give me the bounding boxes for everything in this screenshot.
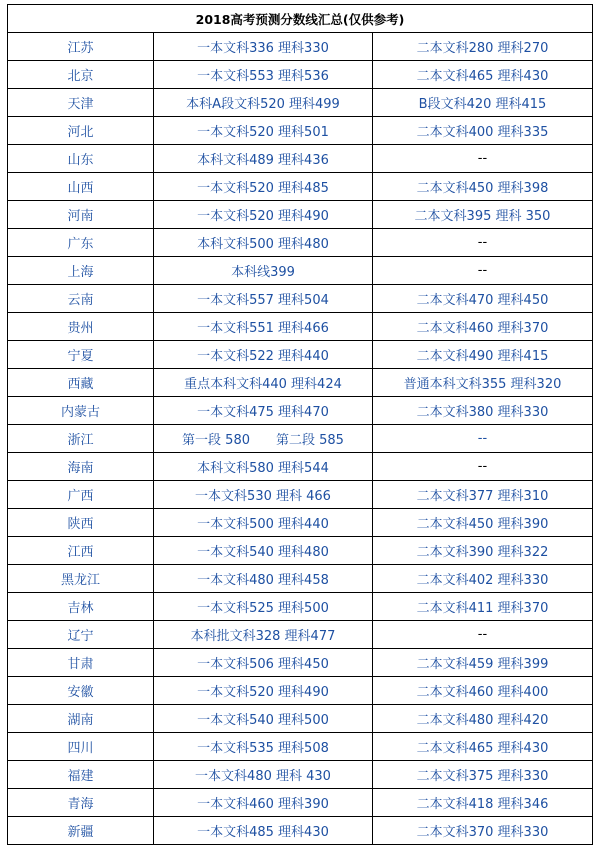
line1-cell: 一本文科553 理科536 (154, 61, 373, 89)
province-cell: 吉林 (8, 593, 154, 621)
line1-cell: 一本文科485 理科430 (154, 817, 373, 845)
table-row (8, 537, 593, 565)
province-cell: 河北 (8, 117, 154, 145)
table-row (8, 257, 593, 285)
table-row (8, 117, 593, 145)
line1-cell: 一本文科520 理科490 (154, 677, 373, 705)
line2-cell: 二本文科375 理科330 (373, 761, 593, 789)
line1-cell: 一本文科460 理科390 (154, 789, 373, 817)
line1-cell: 一本文科506 理科450 (154, 649, 373, 677)
table-row (8, 621, 593, 649)
line1-cell: 一本文科540 理科480 (154, 537, 373, 565)
table-row (8, 677, 593, 705)
province-cell: 宁夏 (8, 341, 154, 369)
province-cell: 西藏 (8, 369, 154, 397)
line1-cell: 一本文科551 理科466 (154, 313, 373, 341)
line2-cell: 二本文科480 理科420 (373, 705, 593, 733)
table-row (8, 817, 593, 845)
line2-cell: -- (373, 257, 593, 285)
province-cell: 四川 (8, 733, 154, 761)
line2-cell: 二本文科400 理科335 (373, 117, 593, 145)
province-cell: 青海 (8, 789, 154, 817)
line1-cell: 一本文科480 理科 430 (154, 761, 373, 789)
score-table (7, 4, 593, 845)
table-row (8, 761, 593, 789)
province-cell: 黑龙江 (8, 565, 154, 593)
province-cell: 浙江 (8, 425, 154, 453)
score-table-container (7, 4, 592, 845)
line2-cell: 二本文科470 理科450 (373, 285, 593, 313)
province-cell: 海南 (8, 453, 154, 481)
line2-cell: 二本文科390 理科322 (373, 537, 593, 565)
line1-cell: 一本文科540 理科500 (154, 705, 373, 733)
table-row (8, 229, 593, 257)
line2-cell: 二本文科460 理科400 (373, 677, 593, 705)
table-row (8, 341, 593, 369)
line1-cell: 一本文科520 理科501 (154, 117, 373, 145)
table-body (8, 33, 593, 845)
table-row (8, 369, 593, 397)
line2-cell: 普通本科文科355 理科320 (373, 369, 593, 397)
line2-cell: 二本文科450 理科398 (373, 173, 593, 201)
line2-cell: 二本文科280 理科270 (373, 33, 593, 61)
table-row (8, 789, 593, 817)
table-row (8, 313, 593, 341)
table-title: 2018高考预测分数线汇总(仅供参考) (8, 5, 593, 33)
province-cell: 山西 (8, 173, 154, 201)
line2-cell: 二本文科460 理科370 (373, 313, 593, 341)
line2-cell: 二本文科370 理科330 (373, 817, 593, 845)
province-cell: 广东 (8, 229, 154, 257)
table-row (8, 425, 593, 453)
line1-cell: 本科A段文科520 理科499 (154, 89, 373, 117)
table-row (8, 593, 593, 621)
province-cell: 甘肃 (8, 649, 154, 677)
line1-cell: 一本文科500 理科440 (154, 509, 373, 537)
line2-cell: 二本文科380 理科330 (373, 397, 593, 425)
line1-cell: 一本文科530 理科 466 (154, 481, 373, 509)
line2-cell: 二本文科490 理科415 (373, 341, 593, 369)
province-cell: 内蒙古 (8, 397, 154, 425)
line1-cell: 一本文科525 理科500 (154, 593, 373, 621)
line2-cell: 二本文科377 理科310 (373, 481, 593, 509)
line1-cell: 一本文科475 理科470 (154, 397, 373, 425)
table-row (8, 397, 593, 425)
table-title-row (8, 5, 593, 33)
table-row (8, 733, 593, 761)
table-row (8, 33, 593, 61)
line2-cell: 二本文科465 理科430 (373, 61, 593, 89)
line1-cell: 一本文科522 理科440 (154, 341, 373, 369)
province-cell: 辽宁 (8, 621, 154, 649)
province-cell: 陕西 (8, 509, 154, 537)
line2-cell: 二本文科465 理科430 (373, 733, 593, 761)
table-row (8, 145, 593, 173)
table-row (8, 481, 593, 509)
line1-cell: 第一段 580 第二段 585 (154, 425, 373, 453)
line2-cell: -- (373, 145, 593, 173)
table-row (8, 509, 593, 537)
province-cell: 新疆 (8, 817, 154, 845)
line2-cell: -- (373, 425, 593, 453)
table-row (8, 61, 593, 89)
line2-cell: -- (373, 229, 593, 257)
line1-cell: 一本文科520 理科490 (154, 201, 373, 229)
province-cell: 北京 (8, 61, 154, 89)
line1-cell: 本科线399 (154, 257, 373, 285)
table-row (8, 285, 593, 313)
table-row (8, 173, 593, 201)
table-row (8, 89, 593, 117)
line1-cell: 本科文科489 理科436 (154, 145, 373, 173)
line2-cell: 二本文科395 理科 350 (373, 201, 593, 229)
line1-cell: 本科文科580 理科544 (154, 453, 373, 481)
line1-cell: 一本文科520 理科485 (154, 173, 373, 201)
table-row (8, 201, 593, 229)
line1-cell: 一本文科480 理科458 (154, 565, 373, 593)
line2-cell: 二本文科450 理科390 (373, 509, 593, 537)
table-row (8, 705, 593, 733)
province-cell: 贵州 (8, 313, 154, 341)
line1-cell: 本科批文科328 理科477 (154, 621, 373, 649)
province-cell: 河南 (8, 201, 154, 229)
province-cell: 安徽 (8, 677, 154, 705)
line1-cell: 本科文科500 理科480 (154, 229, 373, 257)
province-cell: 福建 (8, 761, 154, 789)
line2-cell: -- (373, 453, 593, 481)
line2-cell: 二本文科459 理科399 (373, 649, 593, 677)
line2-cell: -- (373, 621, 593, 649)
province-cell: 山东 (8, 145, 154, 173)
line2-cell: B段文科420 理科415 (373, 89, 593, 117)
province-cell: 江西 (8, 537, 154, 565)
table-row (8, 565, 593, 593)
line2-cell: 二本文科402 理科330 (373, 565, 593, 593)
line1-cell: 一本文科336 理科330 (154, 33, 373, 61)
table-row (8, 649, 593, 677)
province-cell: 天津 (8, 89, 154, 117)
line2-cell: 二本文科411 理科370 (373, 593, 593, 621)
table-row (8, 453, 593, 481)
line2-cell: 二本文科418 理科346 (373, 789, 593, 817)
province-cell: 上海 (8, 257, 154, 285)
province-cell: 云南 (8, 285, 154, 313)
line1-cell: 一本文科535 理科508 (154, 733, 373, 761)
line1-cell: 重点本科文科440 理科424 (154, 369, 373, 397)
province-cell: 广西 (8, 481, 154, 509)
province-cell: 湖南 (8, 705, 154, 733)
province-cell: 江苏 (8, 33, 154, 61)
line1-cell: 一本文科557 理科504 (154, 285, 373, 313)
